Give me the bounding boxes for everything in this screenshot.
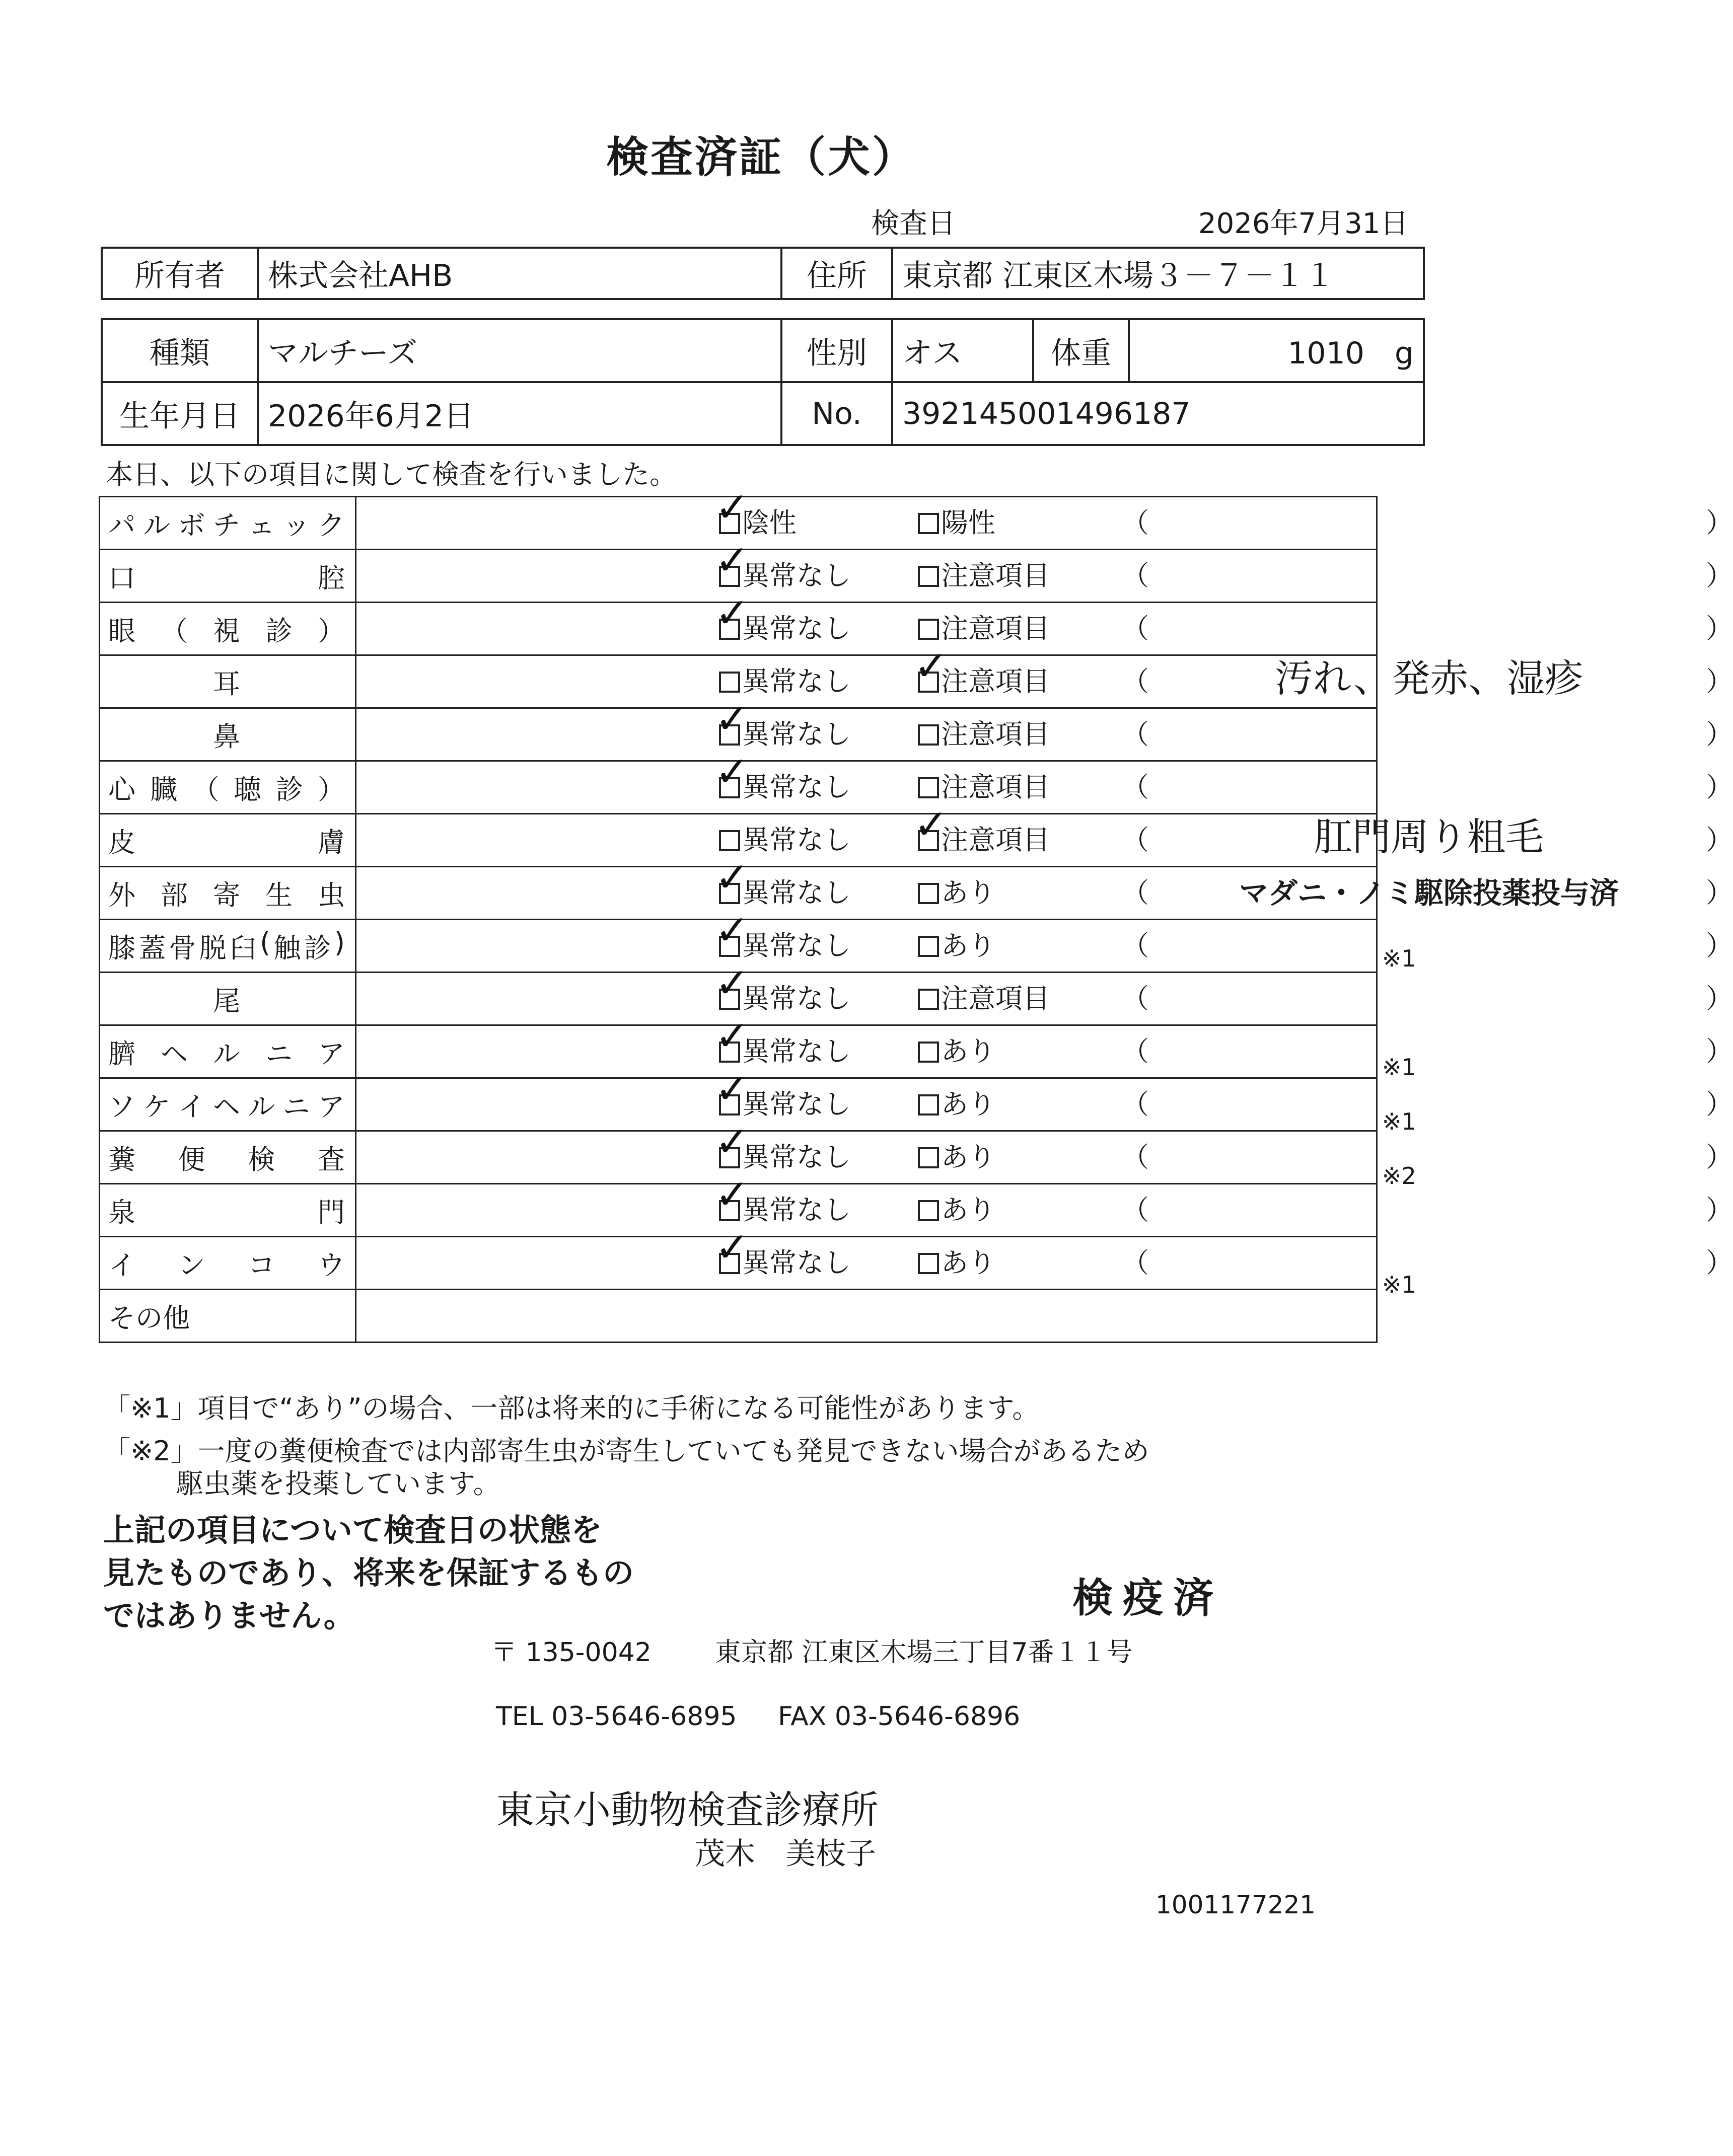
paren-right: ） xyxy=(1706,1141,1733,1173)
paren-right: ） xyxy=(1706,930,1733,961)
check-mark-icon: ✓ xyxy=(715,1224,750,1272)
footnote-1: 「※1」項目で“あり”の場合、一部は将来的に手術になる可能性があります。 xyxy=(103,1392,1040,1424)
check-note: 汚れ、発赤、湿疹 xyxy=(1274,656,1583,701)
clinic-tel: TEL 03-5646-6895 xyxy=(496,1701,737,1732)
checkbox[interactable] xyxy=(918,989,939,1010)
paren-right: ） xyxy=(1706,507,1733,539)
check-note: マダニ・ノミ駆除投薬投与済 xyxy=(1239,876,1619,910)
check-option-2[interactable] xyxy=(918,920,995,972)
check-item-text: ソ ケ イ ヘ ル ニ ア xyxy=(108,1090,345,1123)
paren-right: ） xyxy=(1706,613,1733,644)
disclaimer-line-1: 上記の項目について検査日の状態を xyxy=(103,1512,602,1548)
footnote-mark: ※1 xyxy=(1382,1271,1416,1298)
check-item-label xyxy=(100,1184,356,1237)
serial-number: 1001177221 xyxy=(1156,1890,1316,1919)
paren-left: （ xyxy=(1122,1247,1149,1279)
footnote-mark: ※1 xyxy=(1382,1108,1416,1135)
check-item-label xyxy=(100,761,356,814)
paren-right: ） xyxy=(1706,1035,1733,1067)
check-option-label: 異常なし xyxy=(742,930,851,961)
check-row-body xyxy=(356,589,1733,655)
no-label: No. xyxy=(781,382,892,445)
paren-left: （ xyxy=(1122,1194,1149,1226)
paren-right: ） xyxy=(1706,1088,1733,1120)
check-row xyxy=(100,603,1377,655)
breed-label: 種類 xyxy=(102,319,258,382)
footnote-mark: ※1 xyxy=(1382,1054,1416,1081)
check-item-label xyxy=(100,1078,356,1131)
check-option-label: 注意項目 xyxy=(941,771,1050,803)
check-option-label: 異常なし xyxy=(742,1088,851,1120)
paren-right: ） xyxy=(1706,718,1733,750)
owner-label: 所有者 xyxy=(102,248,258,299)
paren-left: （ xyxy=(1122,560,1149,591)
check-row-body xyxy=(356,748,1733,814)
check-item-label xyxy=(100,920,356,973)
check-item-text: 尾 xyxy=(213,985,240,1017)
owner-table xyxy=(101,247,1425,300)
check-option-label: あり xyxy=(941,1088,995,1120)
check-row-body xyxy=(356,695,1733,761)
check-item-label xyxy=(100,814,356,867)
check-mark-icon: ✓ xyxy=(715,748,750,796)
check-item-text: 心 臓 （ 聴 診 ） xyxy=(108,773,345,805)
check-option-label: 異常なし xyxy=(742,983,851,1014)
disclaimer-line-2: 見たものであり、将来を保証するもの xyxy=(103,1554,634,1591)
check-option-label: あり xyxy=(941,1247,995,1279)
check-mark-icon: ✓ xyxy=(715,589,750,637)
paren-left: （ xyxy=(1122,877,1149,909)
check-option-2[interactable] xyxy=(918,1132,995,1183)
check-item-label xyxy=(100,497,356,550)
paren-right: ） xyxy=(1706,665,1733,697)
clinic-fax: FAX 03-5646-6896 xyxy=(778,1701,1021,1732)
check-item-text: 鼻 xyxy=(213,720,240,753)
check-item-label xyxy=(100,603,356,655)
check-row-body xyxy=(356,1118,1733,1184)
check-option-2[interactable] xyxy=(914,642,1050,707)
checkbox[interactable] xyxy=(918,1253,939,1274)
checkbox[interactable] xyxy=(918,883,939,904)
checkbox[interactable] xyxy=(918,619,939,640)
other-value xyxy=(356,1290,1377,1343)
check-option-label: 陽性 xyxy=(941,507,995,539)
no-value: 392145001496187 xyxy=(892,382,1424,445)
check-item-text: パ ル ボ チ ェ ッ ク xyxy=(108,509,345,541)
check-mark-icon: ✓ xyxy=(914,642,949,690)
breed-value: マルチーズ xyxy=(258,319,781,382)
check-option-label: 注意項目 xyxy=(941,824,1050,856)
check-option-2[interactable] xyxy=(914,801,1050,866)
check-item-label xyxy=(100,708,356,761)
check-option-label: 異常なし xyxy=(742,665,851,697)
paren-right: ） xyxy=(1706,983,1733,1014)
footnote-2a: 「※2」一度の糞便検査では内部寄生虫が寄生していても発見できない場合があるため xyxy=(103,1435,1149,1467)
check-mark-icon: ✓ xyxy=(715,959,750,1007)
check-row-body xyxy=(356,907,1733,973)
check-row-body xyxy=(356,801,1733,867)
sex-label: 性別 xyxy=(781,319,892,382)
address-label: 住所 xyxy=(781,248,892,299)
check-option-2[interactable] xyxy=(918,709,1050,760)
checkbox[interactable] xyxy=(918,936,939,957)
check-row-body xyxy=(356,484,1733,550)
intro-text: 本日、以下の項目に関して検査を行いました。 xyxy=(106,459,677,490)
weight-value: 1010 g xyxy=(1129,319,1424,382)
check-row xyxy=(100,1237,1377,1290)
check-row-body xyxy=(356,537,1733,603)
check-option-1[interactable] xyxy=(715,589,851,654)
check-item-text: 糞 便 検 査 xyxy=(108,1143,345,1175)
check-row-body xyxy=(356,1171,1733,1237)
checkbox[interactable] xyxy=(918,513,939,534)
paren-left: （ xyxy=(1122,824,1149,856)
paren-right: ） xyxy=(1706,1194,1733,1226)
paren-left: （ xyxy=(1122,665,1149,697)
paren-right: ） xyxy=(1706,560,1733,591)
check-mark-icon: ✓ xyxy=(715,907,750,954)
check-option-label: 異常なし xyxy=(742,771,851,803)
check-mark-icon: ✓ xyxy=(914,801,949,849)
check-mark-icon: ✓ xyxy=(715,1118,750,1166)
check-option-2[interactable] xyxy=(918,1026,995,1077)
paren-left: （ xyxy=(1122,771,1149,803)
doctor-name: 茂木 美枝子 xyxy=(695,1836,876,1872)
check-item-label xyxy=(100,867,356,920)
check-option-label: あり xyxy=(941,1194,995,1226)
dog-table xyxy=(101,318,1425,446)
paren-right: ） xyxy=(1706,877,1733,909)
checkbox[interactable] xyxy=(918,1200,939,1221)
check-option-label: 異常なし xyxy=(742,1194,851,1226)
quarantine-stamp: 検疫済 xyxy=(1072,1575,1223,1621)
check-option-label: 異常なし xyxy=(742,718,851,750)
check-option-label: 異常なし xyxy=(742,877,851,909)
check-mark-icon: ✓ xyxy=(715,695,750,743)
check-mark-icon: ✓ xyxy=(715,1012,750,1060)
check-option-2[interactable] xyxy=(918,1237,995,1289)
postal-code: 〒 135-0042 xyxy=(491,1638,652,1668)
check-item-label xyxy=(100,1131,356,1184)
footnote-mark: ※1 xyxy=(1382,945,1416,972)
paren-right: ） xyxy=(1706,1247,1733,1279)
check-table xyxy=(99,484,1733,1343)
check-item-text: イ ン コ ウ xyxy=(108,1249,345,1281)
check-row-body xyxy=(356,854,1733,920)
paren-right: ） xyxy=(1706,824,1733,856)
check-option-label: 注意項目 xyxy=(941,983,1050,1014)
check-item-text: 泉 門 xyxy=(108,1196,345,1228)
check-row-body xyxy=(356,959,1733,1025)
other-label: その他 xyxy=(100,1290,356,1343)
check-item-text: 外 部 寄 生 虫 xyxy=(108,879,345,911)
checkbox[interactable] xyxy=(918,1147,939,1168)
check-item-label xyxy=(100,1237,356,1290)
birth-value: 2026年6月2日 xyxy=(258,382,781,445)
address-value: 東京都 江東区木場３－７－１１ xyxy=(892,248,1424,299)
paren-left: （ xyxy=(1122,718,1149,750)
check-option-label: 異常なし xyxy=(742,613,851,644)
check-item-text: 膝 蓋 骨 脱 臼 ( 触 診 ) xyxy=(108,926,345,964)
check-item-text: 眼 （ 視 診 ） xyxy=(108,615,345,647)
check-option-label: あり xyxy=(941,1035,995,1067)
birth-label: 生年月日 xyxy=(102,382,258,445)
check-option-label: 異常なし xyxy=(742,1247,851,1279)
paren-left: （ xyxy=(1122,507,1149,539)
check-option-label: あり xyxy=(941,930,995,961)
check-option-label: 注意項目 xyxy=(941,613,1050,644)
check-item-text: 耳 xyxy=(213,667,240,700)
paren-left: （ xyxy=(1122,613,1149,644)
check-item-text: 皮 膚 xyxy=(108,826,345,858)
check-option-2[interactable] xyxy=(918,497,995,549)
check-row-body xyxy=(356,1065,1733,1131)
checkbox[interactable] xyxy=(918,1042,939,1063)
checkbox[interactable] xyxy=(719,830,740,851)
check-option-label: 異常なし xyxy=(742,1035,851,1067)
check-item-text: 口 腔 xyxy=(108,562,345,594)
check-item-label xyxy=(100,1025,356,1078)
paren-left: （ xyxy=(1122,983,1149,1014)
check-option-2[interactable] xyxy=(918,1184,995,1236)
clinic-address: 東京都 江東区木場三丁目7番１１号 xyxy=(715,1638,1133,1668)
check-item-label xyxy=(100,550,356,603)
footnote-mark: ※2 xyxy=(1382,1162,1416,1189)
paren-left: （ xyxy=(1122,1141,1149,1173)
check-mark-icon: ✓ xyxy=(715,1065,750,1113)
check-mark-icon: ✓ xyxy=(715,1171,750,1219)
paren-right: ） xyxy=(1706,771,1733,803)
paren-left: （ xyxy=(1122,1088,1149,1120)
check-row-body xyxy=(356,1224,1733,1290)
check-option-2[interactable] xyxy=(918,550,1050,602)
exam-date-label: 検査日 xyxy=(871,207,956,240)
check-item-label xyxy=(100,655,356,708)
check-option-label: 注意項目 xyxy=(941,665,1050,697)
paren-left: （ xyxy=(1122,930,1149,961)
weight-label: 体重 xyxy=(1033,319,1129,382)
checkbox[interactable] xyxy=(918,777,939,798)
exam-date: 2026年7月31日 xyxy=(1198,207,1409,240)
check-row-body xyxy=(356,1012,1733,1078)
checkbox[interactable] xyxy=(918,1094,939,1116)
check-option-label: 注意項目 xyxy=(941,718,1050,750)
check-option-1[interactable] xyxy=(715,748,851,813)
checkbox[interactable] xyxy=(719,672,740,693)
paren-left: （ xyxy=(1122,1035,1149,1067)
check-option-label: あり xyxy=(941,1141,995,1173)
check-option-label: あり xyxy=(941,877,995,909)
checkbox[interactable] xyxy=(918,566,939,587)
disclaimer-line-3: ではありません。 xyxy=(103,1597,355,1634)
check-mark-icon: ✓ xyxy=(715,484,750,532)
check-note: 肛門周り粗毛 xyxy=(1314,814,1544,859)
check-mark-icon: ✓ xyxy=(715,537,750,584)
check-option-label: 陰性 xyxy=(742,507,797,539)
check-option-label: 異常なし xyxy=(742,1141,851,1173)
sex-value: オス xyxy=(892,319,1033,382)
footnote-2b: 駆虫薬を投薬しています。 xyxy=(176,1468,500,1500)
check-option-1[interactable] xyxy=(715,1224,851,1289)
check-option-2[interactable] xyxy=(918,973,1050,1024)
clinic-name: 東京小動物検査診療所 xyxy=(496,1788,879,1832)
check-mark-icon: ✓ xyxy=(715,854,750,902)
document-title: 検査済証（犬） xyxy=(606,132,916,182)
check-row-body xyxy=(356,642,1733,708)
check-option-2[interactable] xyxy=(918,867,995,919)
check-option-label: 異常なし xyxy=(742,824,851,856)
check-item-label xyxy=(100,973,356,1025)
checkbox[interactable] xyxy=(918,724,939,746)
check-row xyxy=(100,761,1377,814)
check-option-label: 異常なし xyxy=(742,560,851,591)
check-option-2[interactable] xyxy=(918,1079,995,1130)
check-option-label: 注意項目 xyxy=(941,560,1050,591)
owner-value: 株式会社AHB xyxy=(258,248,781,299)
check-item-text: 臍 ヘ ル ニ ア xyxy=(108,1037,345,1070)
